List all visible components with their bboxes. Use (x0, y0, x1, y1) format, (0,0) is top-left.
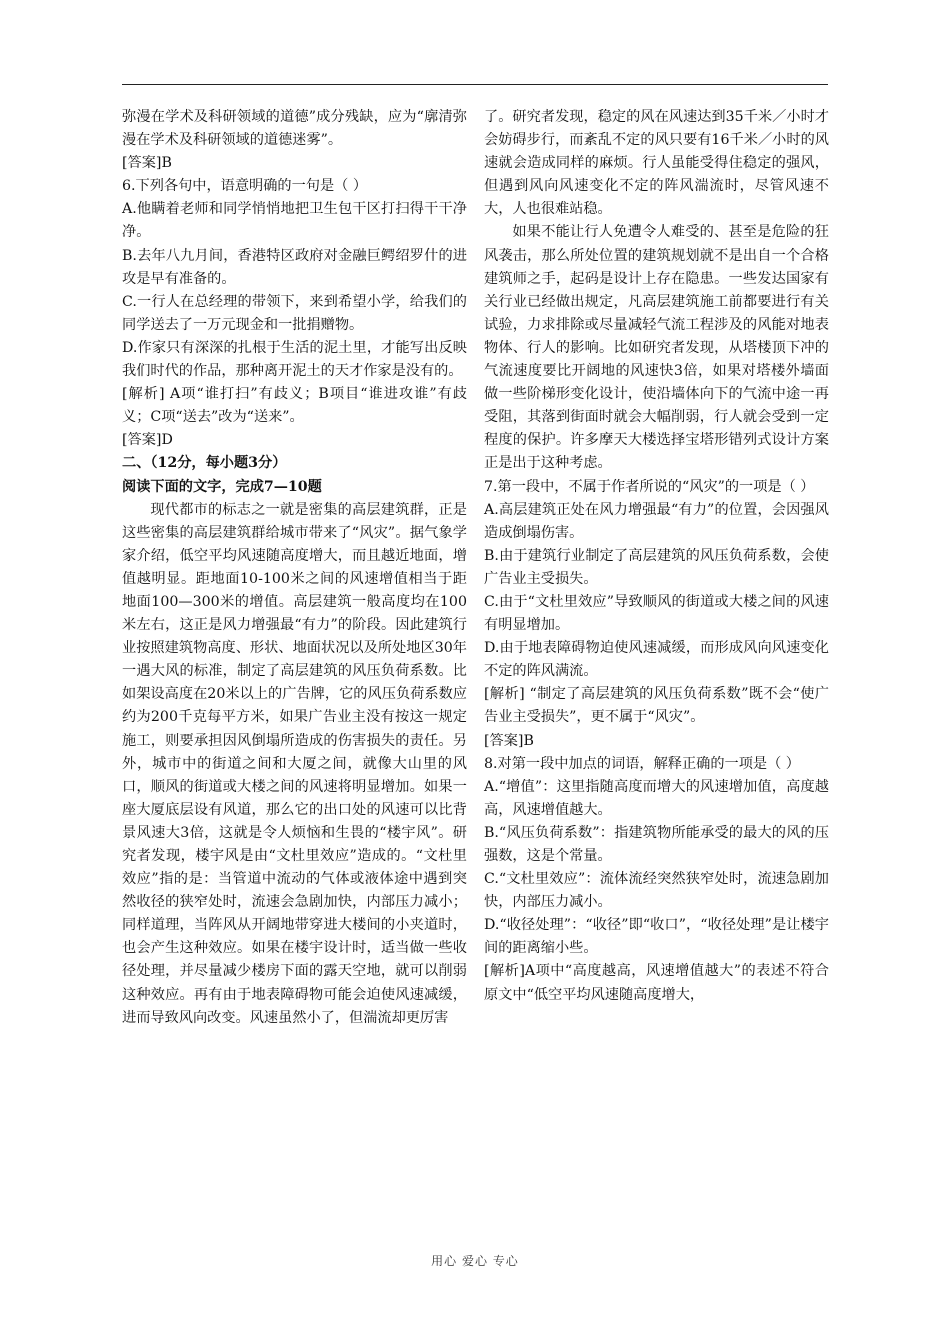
paragraph: B.去年八九月间，香港特区政府对金融巨鳄绍罗什的进攻是早有准备的。 (122, 247, 467, 287)
paragraph: 6.下列各句中，语意明确的一句是（ ） (122, 178, 368, 195)
paragraph: D.由于地表障碍物迫使风速减缓，而形成风向风速变化不定的阵风满流。 (484, 640, 829, 680)
paragraph: [答案]D (122, 432, 173, 449)
paragraph: C.由于“文杜里效应”导致顺风的街道或大楼之间的风速有明显增加。 (484, 593, 829, 634)
paragraph: 了。研究者发现，稳定的风在风速达到35千米／小时才会妨碍步行，而紊乱不定的风只要有16千米／小时的风速就会造成同样的麻烦。行人虽能受得住稳定的强风，但遇到风向风速变化不定的阵风湍流时，尽管风速不大，人也很难站稳。 (484, 109, 829, 218)
paragraph: D.作家只有深深的扎根于生活的泥土里，才能写出反映我们时代的作品，那种离开泥土的天才作家是没有的。 (122, 339, 467, 380)
paragraph: 阅读下面的文字，完成7—10题 (122, 478, 322, 495)
paragraph: C.一行人在总经理的带领下，来到希望小学，给我们的同学送去了一万元现金和一批捐赠物。 (122, 293, 467, 333)
paragraph: A.高层建筑正处在风力增强最“有力”的位置，会因强风造成倒塌伤害。 (484, 501, 829, 541)
left-column (122, 106, 467, 1030)
paragraph: [答案]B (122, 155, 172, 172)
paragraph: A.“增值”：这里指随高度而增大的风速增加值，高度越高，风速增值越大。 (484, 778, 829, 818)
paragraph: C.“文杜里效应”：流体流经突然狭窄处时，流速急剧加快，内部压力减小。 (484, 871, 829, 911)
paragraph: [解析] A项“谁打扫”有歧义；B项目“谁进攻谁”有歧义；C项“送去”改为“送来”。 (122, 386, 467, 426)
paragraph: 7.第一段中，不属于作者所说的“风灾”的一项是（ ） (484, 478, 815, 495)
paragraph: B.由于建筑行业制定了高层建筑的风压负荷系数，会使广告业主受损失。 (484, 547, 829, 587)
paragraph: 弥漫在学术及科研领域的道德”成分残缺，应为“廓清弥漫在学术及科研领域的道德迷雾”。 (122, 109, 467, 149)
paragraph: B.“风压负荷系数”：指建筑物所能承受的最大的风的压强数，这是个常量。 (484, 824, 829, 864)
paragraph: 现代都市的标志之一就是密集的高层建筑群，正是这些密集的高层建筑群给城市带来了“风灾”。据气象学家介绍，低空平均风速随高度增大，而且越近地面，增值越明显。距地面10-100米之间的风速增值相当于距地面100—300米的增值。高层建筑一般高度均在100米左右，这正是风力增强最“有力”的阶段。因此建筑行业按照建筑物高度、形状、地面状况以及所处地区30年一遇大风的标准，制定了高层建筑的风压负荷系数。比如架设高度在20米以上的广告牌，它的风压负荷系数应约为200千克每平方米，如果广告业主没有按这一规定施工，则要承担因风倒塌所造成的伤害损失的责任。另外，城市中的街道之间和大厦之间，就像大山里的风口，顺风的街道或大楼之间的风速将明显增加。如果一座大厦底层设有风道，那么它的出口处的风速可以比背景风速大3倍，这就是令人烦恼和生畏的“楼宇风”。研究者发现，楼宇风是由“文杜里效应”造成的。“文杜里效应”指的是：当管道中流动的气体或液体途中遇到突然收径的狭窄处时，流速会急剧加快，内部压力减小；同样道理，当阵风从开阔地带穿进大楼间的小夹道时，也会产生这种效应。如果在楼宇设计时，适当做一些收径处理，并尽量减少楼房下面的露天空地，就可以削弱这种效应。再有由于地表障碍物可能会迫使风速减缓，进而导致风向改变。风速虽然小了，但湍流却更厉害 (122, 501, 467, 1026)
paragraph: [解析]A项中“高度越高，风速增值越大”的表述不符合原文中“低空平均风速随高度增大， (484, 963, 829, 1003)
page-footer: 用心 爱心 专心 (431, 1254, 519, 1268)
paragraph: 如果不能让行人免遭令人难受的、甚至是危险的狂风袭击，那么所处位置的建筑规划就不是出自一个合格建筑师之手，起码是设计上存在隐患。一些发达国家有关行业已经做出规定，凡高层建筑施工前都要进行有关试验，力求排除或尽量减轻气流工程涉及的风能对地表物体、行人的影响。比如研究者发现，从塔楼顶下冲的气流速度要比开阔地的风速快3倍，如果对塔楼外墙面做一些阶梯形变化设计，使沿墙体向下的气流中途一再受阻，其落到街面时就会大幅削弱，行人就会受到一定程度的保护。许多摩天大楼选择宝塔形错列式设计方案正是出于这种考虑。 (484, 224, 829, 472)
right-column (484, 106, 829, 1007)
paragraph: [解析] “制定了高层建筑的风压负荷系数”既不会“使广告业主受损失”，更不属于“风灾”。 (484, 686, 829, 726)
header-rule (122, 84, 828, 85)
paragraph: A.他瞒着老师和同学悄悄地把卫生包干区打扫得干干净净。 (122, 201, 467, 241)
paragraph: [答案]B (484, 732, 534, 749)
paragraph: D.“收径处理”：“收径”即“收口”，“收径处理”是让楼宇间的距离缩小些。 (484, 917, 829, 957)
paragraph: 8.对第一段中加点的词语，解释正确的一项是（ ） (484, 755, 800, 772)
paragraph: 二、（12分，每小题3分） (122, 455, 287, 472)
